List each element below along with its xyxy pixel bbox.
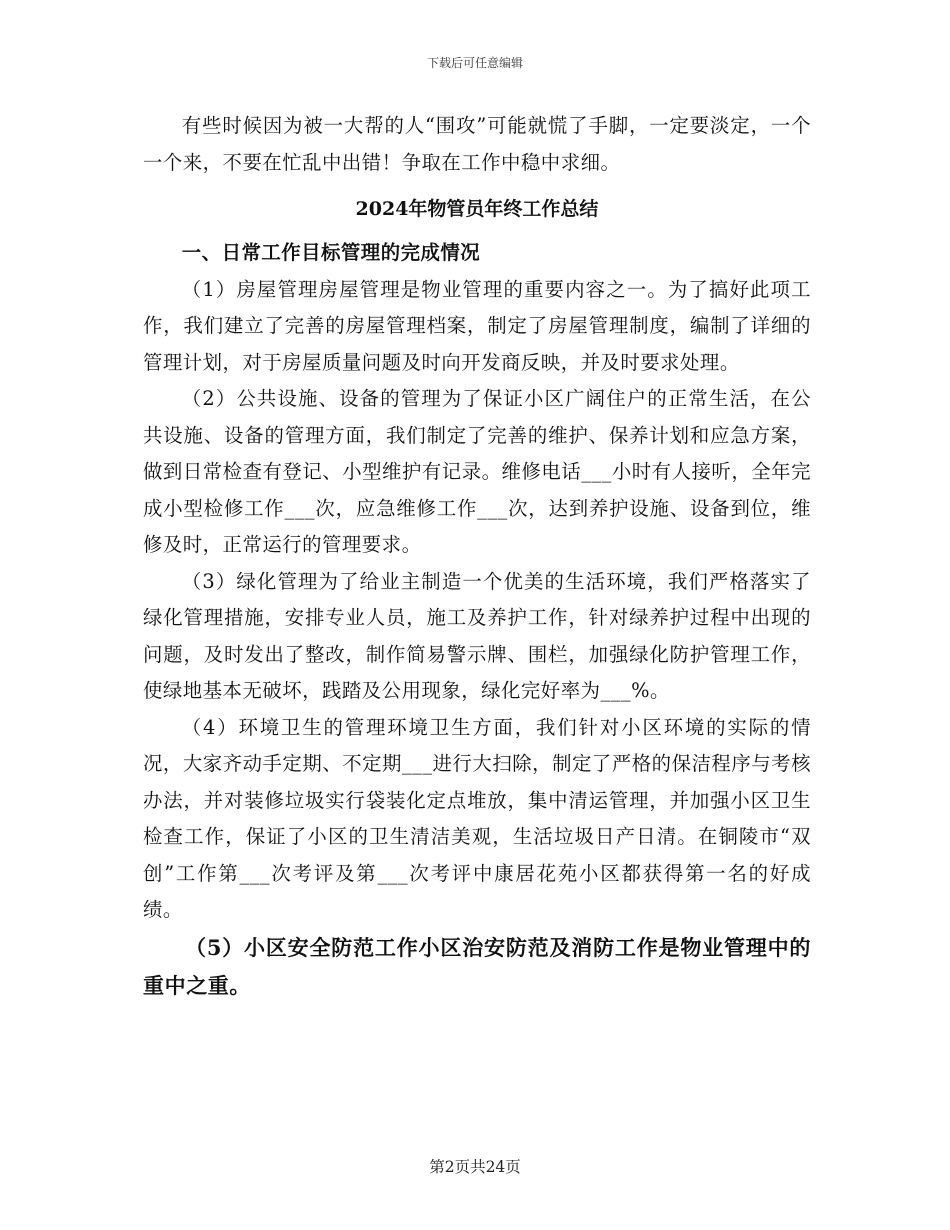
section-heading: 一、日常工作目标管理的完成情况	[181, 241, 481, 264]
paragraph-facilities-management: （2）公共设施、设备的管理为了保证小区广阔住户的正常生活，在公共设施、设备的管理方面，我们制定了完善的维护、保养计划和应急方案，做到日常检查有登记、小型维护有记录。维修电话___小时有人接听，全年完成小型检修工作___次，应急维修工作___次，达到养护设施、设备到位，维修及时，正常运行的管理要求。	[143, 387, 811, 556]
intro-paragraph: 有些时候因为被一大帮的人“围攻”可能就慌了手脚，一定要淡定，一个一个来，不要在忙乱中出错！争取在工作中稳中求细。	[143, 114, 811, 174]
document-title: 2024年物管员年终工作总结	[355, 198, 599, 220]
paragraph-sanitation-management: （4）环境卫生的管理环境卫生方面，我们针对小区环境的实际的情况，大家齐动手定期、不定期___进行大扫除，制定了严格的保洁程序与考核办法，并对装修垃圾实行袋装化定点堆放，集中清运管理，并加强小区卫生检查工作，保证了小区的卫生清洁美观，生活垃圾日产日清。在铜陵市“双创”工作第___次考评及第___次考评中康居花苑小区都获得第一名的好成绩。	[143, 715, 811, 921]
page-header: 下载后可任意编辑	[426, 56, 523, 70]
page-number: 第2页共24页	[429, 1158, 521, 1176]
document-body	[143, 108, 811, 1005]
paragraph-security-bold: （5）小区安全防范工作小区治安防范及消防工作是物业管理中的重中之重。	[143, 934, 811, 998]
paragraph-house-management: （1）房屋管理房屋管理是物业管理的重要内容之一。为了搞好此项工作，我们建立了完善的房屋管理档案，制定了房屋管理制度，编制了详细的管理计划，对于房屋质量问题及时向开发商反映，并及时要求处理。	[143, 277, 811, 374]
paragraph-greening-management: （3）绿化管理为了给业主制造一个优美的生活环境，我们严格落实了绿化管理措施，安排专业人员，施工及养护工作，针对绿养护过程中出现的问题，及时发出了整改，制作简易警示牌、围栏，加强绿化防护管理工作，使绿地基本无破坏，践踏及公用现象，绿化完好率为___%。	[143, 569, 811, 702]
